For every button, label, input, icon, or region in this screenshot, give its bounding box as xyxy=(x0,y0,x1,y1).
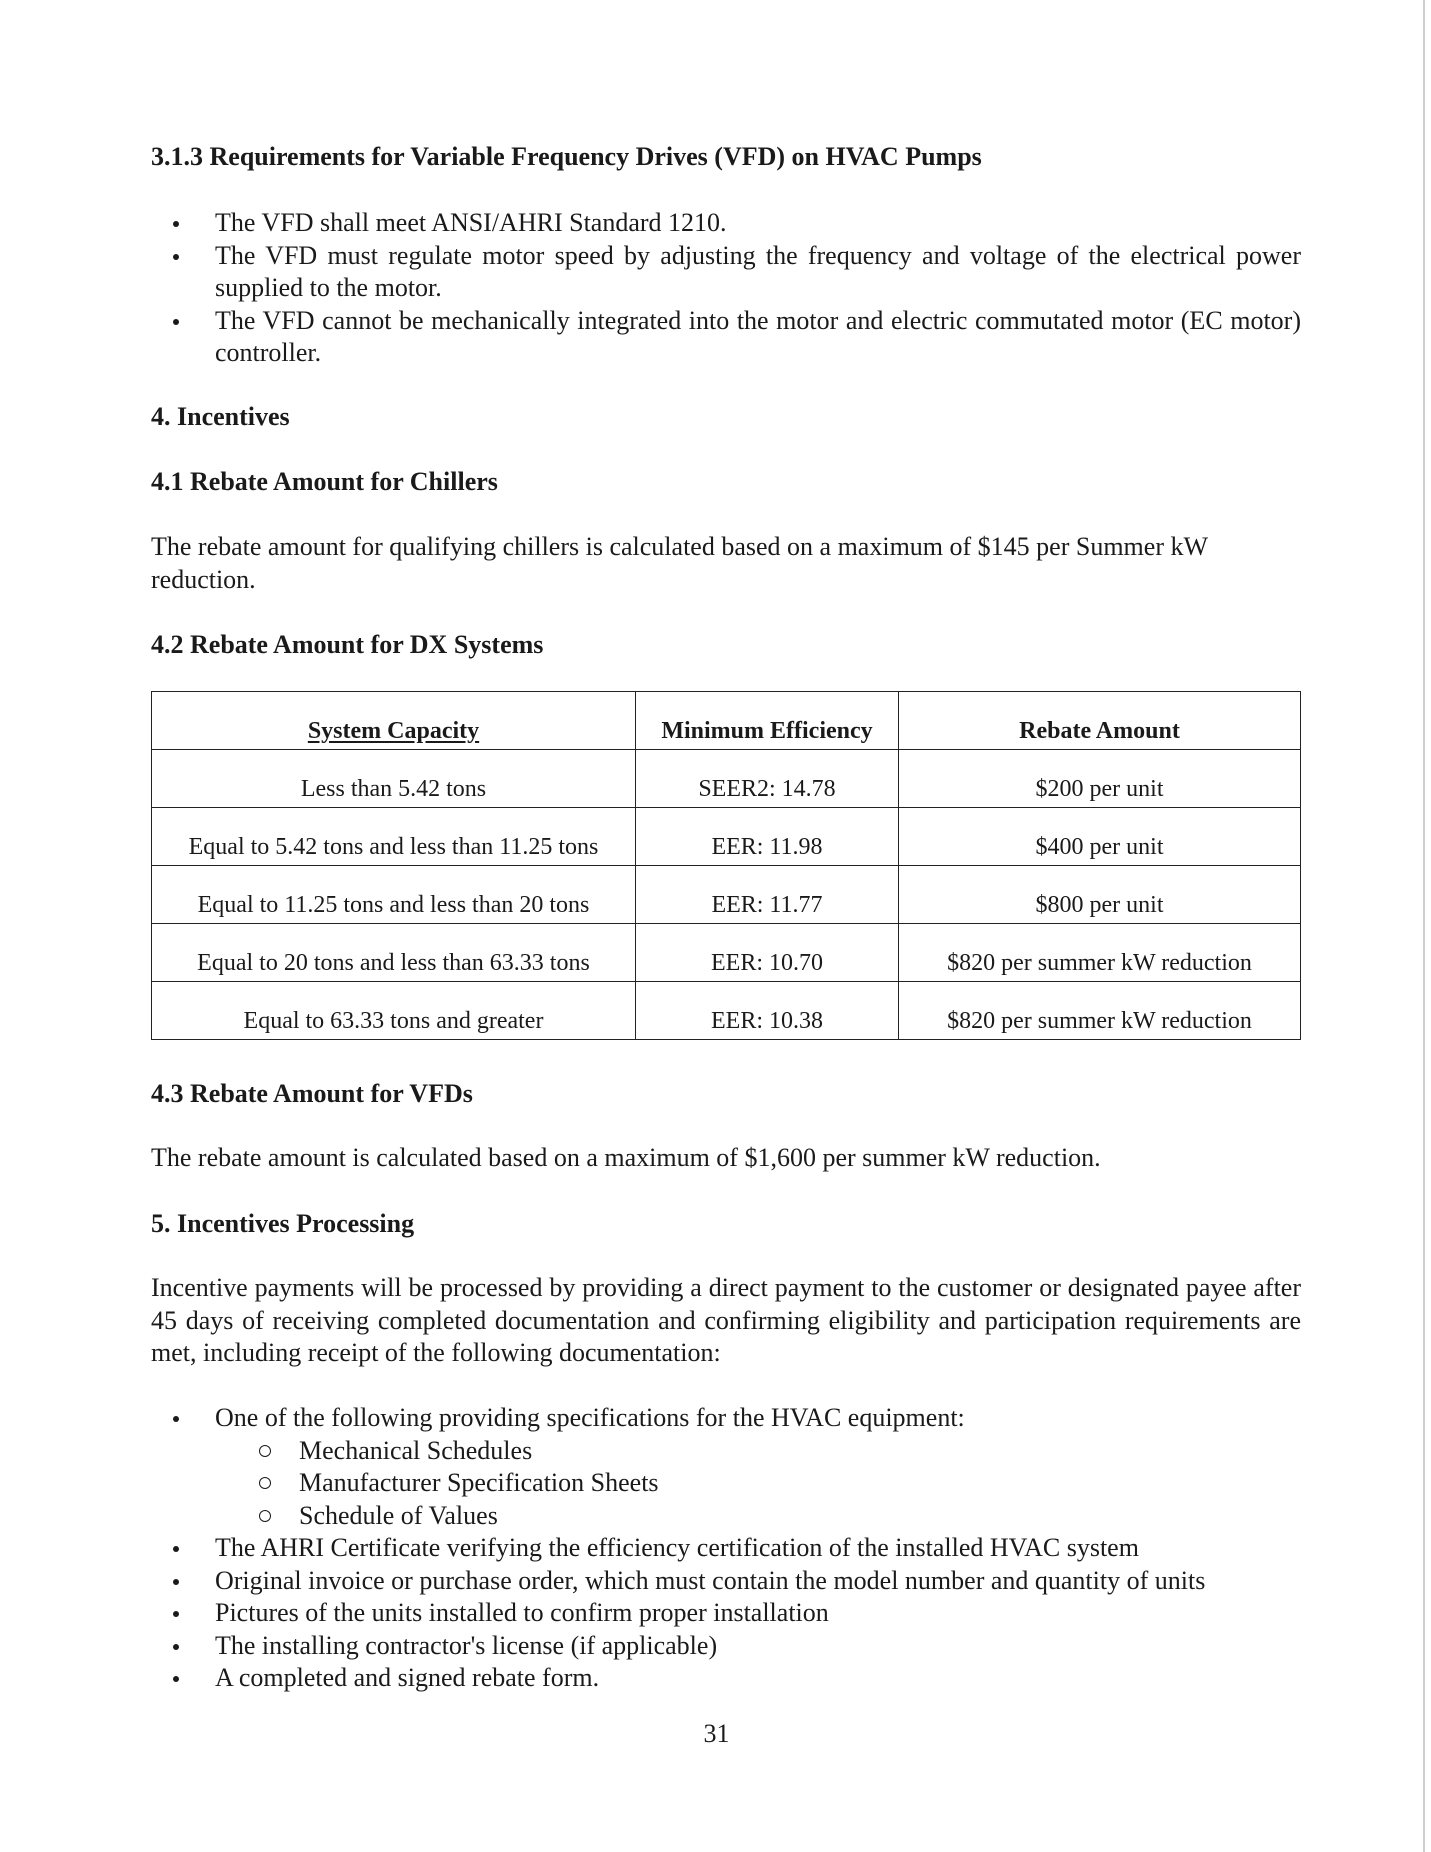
bullet-icon xyxy=(173,1579,179,1585)
table-row xyxy=(152,808,1301,866)
documentation-list xyxy=(151,1402,1301,1695)
sub-list-item: Manufacturer Specification Sheets xyxy=(215,1467,1301,1500)
bullet-icon xyxy=(173,1644,179,1650)
list-item: The VFD must regulate motor speed by adjusting the frequency and voltage of the electrical power supplied to the motor. xyxy=(151,240,1301,305)
heading-5: 5. Incentives Processing xyxy=(151,1209,415,1238)
heading-4-3: 4.3 Rebate Amount for VFDs xyxy=(151,1079,473,1108)
chillers-rebate-text: The rebate amount for qualifying chillers is calculated based on a maximum of $145 per Summer kW reduction. xyxy=(151,532,1208,594)
table-cell: EER: 11.77 xyxy=(636,866,899,924)
page-edge-line xyxy=(1423,0,1425,1852)
bullet-icon xyxy=(173,319,179,325)
heading-3-1-3: 3.1.3 Requirements for Variable Frequency Drives (VFD) on HVAC Pumps xyxy=(151,142,982,171)
table-header-cell: Rebate Amount xyxy=(899,692,1301,750)
incentives-processing-text: Incentive payments will be processed by providing a direct payment to the customer or designated payee after 45 days of receiving completed documentation and confirming eligibility and participation requirements are met, including receipt of the following documentation: xyxy=(151,1273,1301,1367)
bullet-icon xyxy=(173,1611,179,1617)
list-item: The VFD cannot be mechanically integrated into the motor and electric commutated motor (EC motor) controller. xyxy=(151,305,1301,370)
table-cell: Less than 5.42 tons xyxy=(152,750,636,808)
table-cell: Equal to 11.25 tons and less than 20 tons xyxy=(152,866,636,924)
dx-rebate-table xyxy=(151,691,1301,1040)
table-cell: EER: 10.38 xyxy=(636,982,899,1040)
heading-4-incentives: 4. Incentives xyxy=(151,402,290,431)
table-cell: Equal to 20 tons and less than 63.33 tons xyxy=(152,924,636,982)
heading-4-1: 4.1 Rebate Amount for Chillers xyxy=(151,467,498,496)
circle-bullet-icon xyxy=(259,1477,271,1489)
table-header-cell: Minimum Efficiency xyxy=(636,692,899,750)
vfd-rebate-text: The rebate amount is calculated based on a maximum of $1,600 per summer kW reduction. xyxy=(151,1143,1101,1172)
table-cell: $200 per unit xyxy=(899,750,1301,808)
circle-bullet-icon xyxy=(259,1445,271,1457)
vfd-requirements-list xyxy=(151,207,1301,370)
list-item: Original invoice or purchase order, which must contain the model number and quantity of units xyxy=(151,1565,1301,1598)
table-cell: $400 per unit xyxy=(899,808,1301,866)
table-row xyxy=(152,982,1301,1040)
heading-4-2: 4.2 Rebate Amount for DX Systems xyxy=(151,630,544,659)
bullet-icon xyxy=(173,1676,179,1682)
list-item: The VFD shall meet ANSI/AHRI Standard 1210. xyxy=(151,207,1301,240)
circle-bullet-icon xyxy=(259,1510,271,1522)
sub-list-item: Schedule of Values xyxy=(215,1500,1301,1533)
bullet-icon xyxy=(173,1546,179,1552)
table-cell: $800 per unit xyxy=(899,866,1301,924)
list-item: The installing contractor's license (if applicable) xyxy=(151,1630,1301,1663)
specification-sublist xyxy=(215,1435,1301,1533)
table-cell: EER: 10.70 xyxy=(636,924,899,982)
list-item: A completed and signed rebate form. xyxy=(151,1662,1301,1695)
sub-list-item: Mechanical Schedules xyxy=(215,1435,1301,1468)
bullet-icon xyxy=(173,221,179,227)
table-header-row xyxy=(152,692,1301,750)
list-item: Pictures of the units installed to confirm proper installation xyxy=(151,1597,1301,1630)
table-header-cell: System Capacity xyxy=(152,692,636,750)
table-cell: Equal to 63.33 tons and greater xyxy=(152,982,636,1040)
table-row xyxy=(152,924,1301,982)
list-item: The AHRI Certificate verifying the efficiency certification of the installed HVAC system xyxy=(151,1532,1301,1565)
table-cell: $820 per summer kW reduction xyxy=(899,982,1301,1040)
list-item: One of the following providing specifications for the HVAC equipment: Mechanical Schedules Manufacturer Specification Sheets Schedule of Values xyxy=(151,1402,1301,1532)
table-cell: $820 per summer kW reduction xyxy=(899,924,1301,982)
table-cell: SEER2: 14.78 xyxy=(636,750,899,808)
table-cell: EER: 11.98 xyxy=(636,808,899,866)
bullet-icon xyxy=(173,254,179,260)
table-cell: Equal to 5.42 tons and less than 11.25 tons xyxy=(152,808,636,866)
page-number: 31 xyxy=(703,1719,730,1748)
table-row xyxy=(152,866,1301,924)
bullet-icon xyxy=(173,1416,179,1422)
table-row xyxy=(152,750,1301,808)
